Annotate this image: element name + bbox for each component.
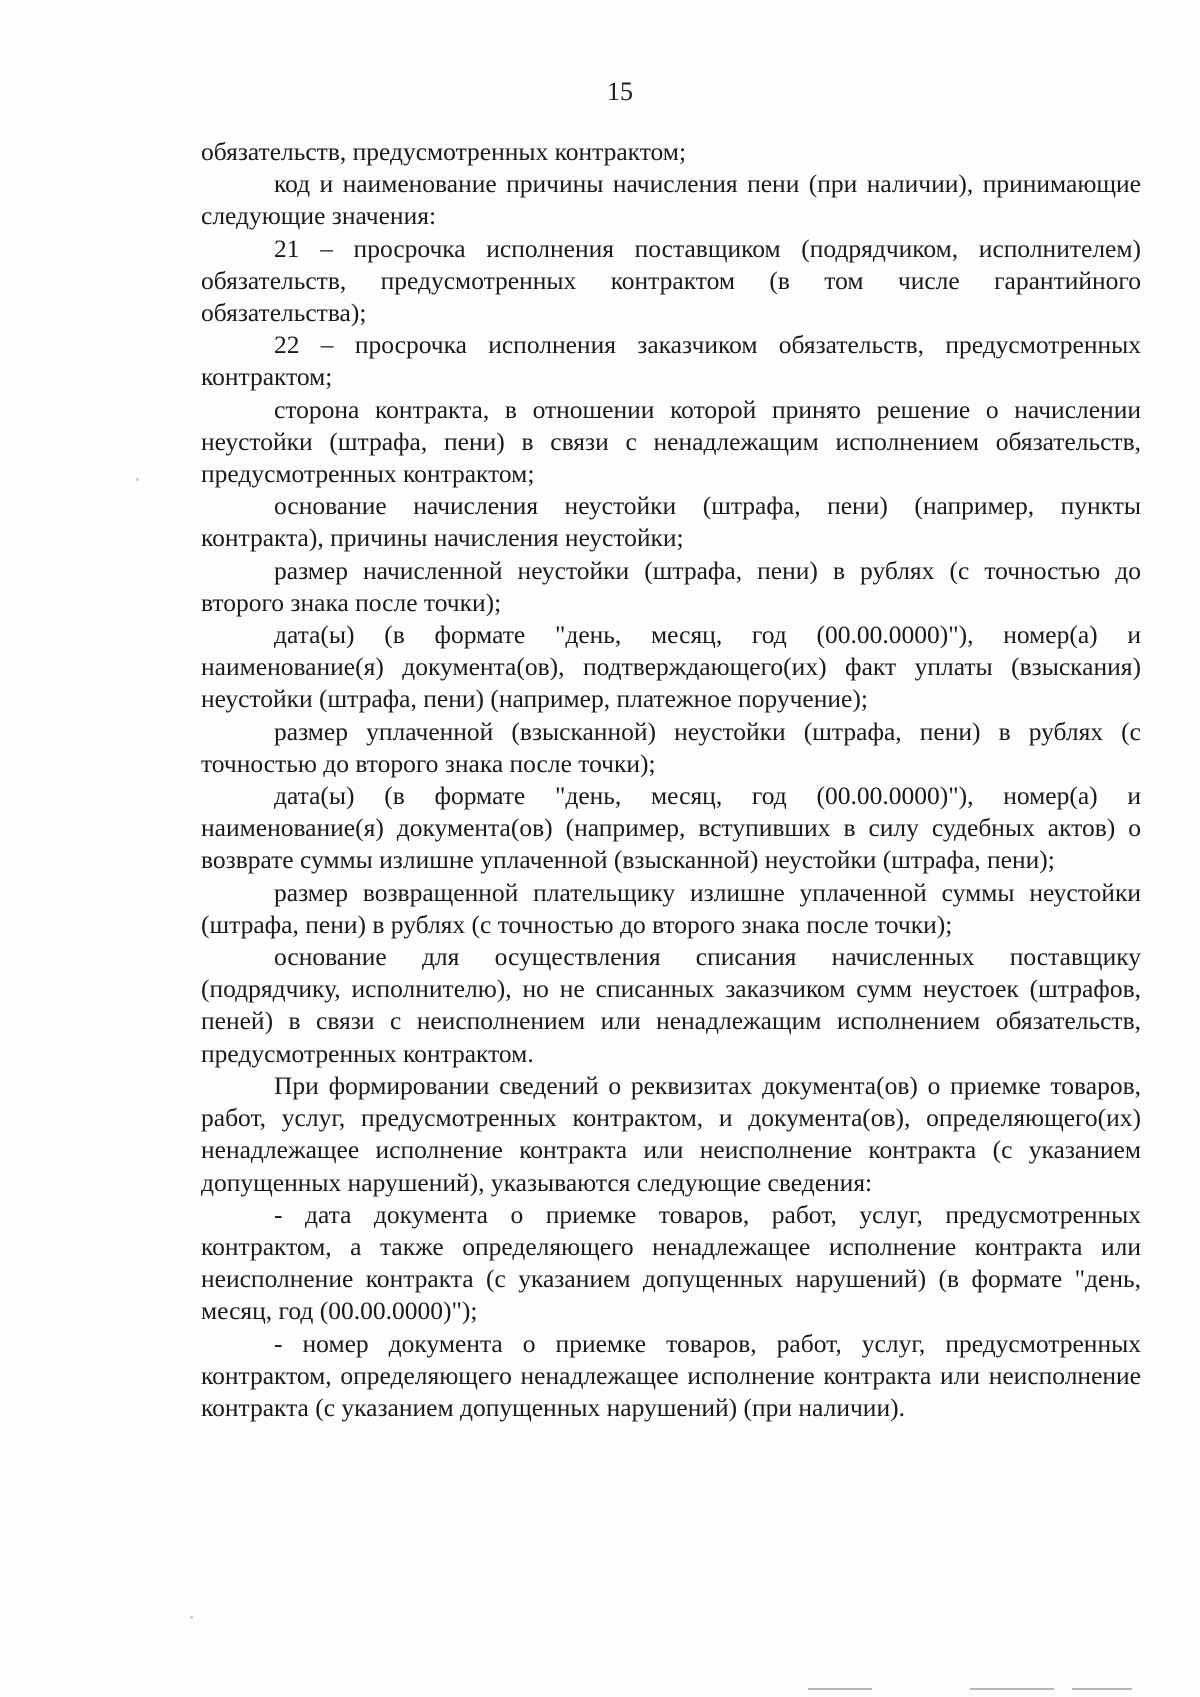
- paragraph-acceptance-number: - номер документа о приемке товаров, работ, услуг, предусмотренных контрактом, определяющего ненадлежащее исполнение контракта или неисполнение контракта (с указанием допущенных нарушений) (при наличии).: [201, 1328, 1141, 1422]
- paragraph-write-off-basis: основание для осуществления списания начисленных поставщику (подрядчику, исполнителю), но не списанных заказчиком сумм неустоек (штрафов, пеней) в связи с неисполнением или ненадлежащим исполнением обязательств, предусмотренных контрактом.: [201, 942, 1141, 1068]
- paragraph-continuation: обязательств, предусмотренных контрактом;: [201, 137, 687, 166]
- paragraph-paid-amount: размер уплаченной (взысканной) неустойки (штрафа, пени) в рублях (с точностью до второго знака после точки);: [201, 716, 1141, 778]
- page-number: 15: [607, 77, 633, 106]
- scan-speck: [136, 478, 139, 481]
- paragraph-acceptance-date: - дата документа о приемке товаров, работ, услуг, предусмотренных контрактом, а также определяющего ненадлежащее исполнение контракта или неисполнение контракта (с указанием допущенных нарушений) (в формате "день, месяц, год (00.00.0000)");: [201, 1199, 1141, 1326]
- paragraph-code-22: 22 – просрочка исполнения заказчиком обязательств, предусмотренных контрактом;: [201, 330, 1141, 392]
- paragraph-payment-documents: дата(ы) (в формате "день, месяц, год (00.00.0000)"), номер(а) и наименование(я) документа(ов), подтверждающего(их) факт уплаты (взыскания) неустойки (штрафа, пени) (например, платежное поручение);: [201, 620, 1141, 714]
- scan-edge-mark: [1072, 1688, 1132, 1690]
- paragraph-penalty-amount: размер начисленной неустойки (штрафа, пени) в рублях (с точностью до второго знака после точки);: [201, 555, 1141, 617]
- paragraph-code-21: 21 – просрочка исполнения поставщиком (подрядчиком, исполнителем) обязательств, предусмотренных контрактом (в том числе гарантийного обязательства);: [201, 233, 1141, 328]
- paragraph-refund-documents: дата(ы) (в формате "день, месяц, год (00.00.0000)"), номер(а) и наименование(я) документа(ов) (например, вступивших в силу судебных актов) о возврате суммы излишне уплаченной (взысканной) неустойки (штрафа, пени);: [201, 781, 1141, 875]
- paragraph-acceptance-details: При формировании сведений о реквизитах документа(ов) о приемке товаров, работ, услуг, предусмотренных контрактом, и документа(ов), определяющего(их) ненадлежащее исполнение контракта или неисполнение контракта (с указанием допущенных нарушений), указываются следующие сведения:: [201, 1070, 1141, 1197]
- scan-edge-mark: [808, 1688, 872, 1690]
- document-body: [201, 136, 1141, 1424]
- paragraph-contract-party: сторона контракта, в отношении которой принято решение о начислении неустойки (штрафа, пени) в связи с ненадлежащим исполнением обязательств, предусмотренных контрактом;: [201, 394, 1141, 489]
- paragraph-penalty-reason-code: код и наименование причины начисления пени (при наличии), принимающие следующие значения:: [201, 169, 1141, 231]
- paragraph-penalty-basis: основание начисления неустойки (штрафа, пени) (например, пункты контракта), причины начисления неустойки;: [201, 491, 1141, 553]
- scan-speck: [190, 1616, 193, 1619]
- scan-edge-mark: [970, 1688, 1054, 1690]
- paragraph-refund-amount: размер возвращенной плательщику излишне уплаченной суммы неустойки (штрафа, пени) в рублях (с точностью до второго знака после точки);: [201, 877, 1141, 939]
